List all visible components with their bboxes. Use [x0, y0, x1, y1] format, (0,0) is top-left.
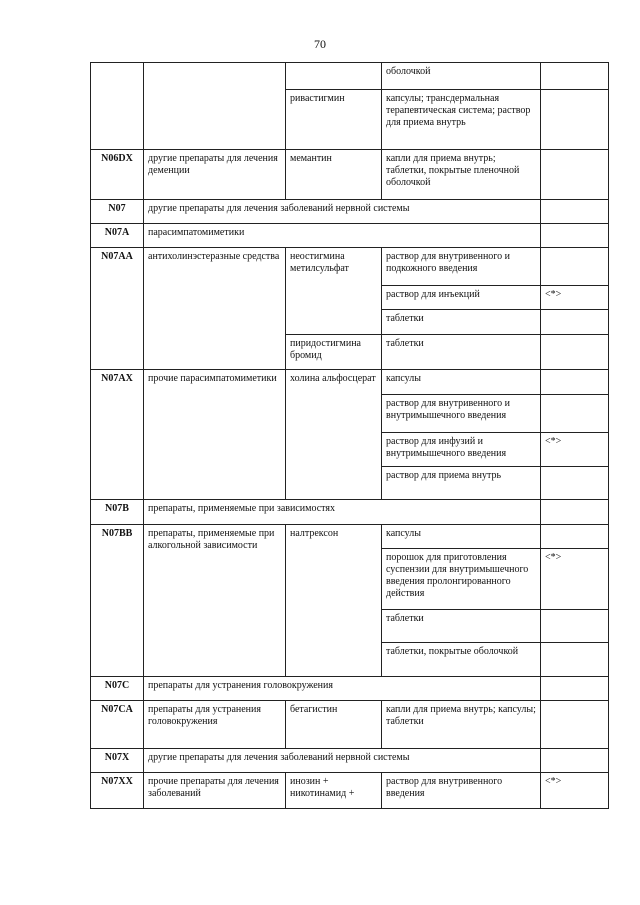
table-row — [91, 677, 609, 701]
table-row — [91, 150, 609, 200]
atc-code-cell — [91, 63, 144, 150]
form-cell: порошок для приготовления суспензии для внутримышечного введения пролонгированного действия — [382, 549, 541, 610]
atc-code-cell: N06DX — [91, 150, 144, 200]
group-cell: парасимпатомиметики — [144, 224, 541, 248]
note-cell: <*> — [541, 286, 609, 310]
table-row — [91, 773, 609, 809]
group-cell: прочие парасимпатомиметики — [144, 370, 286, 500]
atc-code-cell: N07BB — [91, 525, 144, 677]
form-cell: таблетки — [382, 310, 541, 335]
drug-cell: бетагистин — [286, 701, 382, 749]
table-row — [91, 749, 609, 773]
page-number: 70 — [314, 37, 326, 51]
group-cell: прочие препараты для лечения заболеваний — [144, 773, 286, 809]
group-cell: другие препараты для лечения заболеваний нервной системы — [144, 200, 541, 224]
group-cell: антихолинэстеразные средства — [144, 248, 286, 370]
atc-code-cell: N07X — [91, 749, 144, 773]
table-row — [91, 500, 609, 525]
atc-code-cell: N07CA — [91, 701, 144, 749]
form-cell: капли для приема внутрь; таблетки, покрытые пленочной оболочкой — [382, 150, 541, 200]
drug-table — [90, 62, 609, 809]
form-cell: таблетки — [382, 610, 541, 643]
form-cell: таблетки — [382, 335, 541, 370]
form-cell: таблетки, покрытые оболочкой — [382, 643, 541, 677]
note-cell — [541, 525, 609, 549]
table-row — [91, 701, 609, 749]
form-cell: капсулы — [382, 525, 541, 549]
form-cell: раствор для приема внутрь — [382, 467, 541, 500]
form-cell: капсулы; трансдермальная терапевтическая система; раствор для приема внутрь — [382, 90, 541, 150]
table-row — [91, 200, 609, 224]
note-cell: <*> — [541, 773, 609, 809]
note-cell — [541, 701, 609, 749]
note-cell: <*> — [541, 433, 609, 467]
group-cell: препараты для устранения головокружения — [144, 701, 286, 749]
atc-code-cell: N07AX — [91, 370, 144, 500]
group-cell: другие препараты для лечения заболеваний нервной системы — [144, 749, 541, 773]
atc-code-cell: N07 — [91, 200, 144, 224]
drug-cell: пиридостигмина бромид — [286, 335, 382, 370]
note-cell — [541, 749, 609, 773]
note-cell — [541, 310, 609, 335]
group-cell: препараты для устранения головокружения — [144, 677, 541, 701]
atc-code-cell: N07A — [91, 224, 144, 248]
group-cell: препараты, применяемые при зависимостях — [144, 500, 541, 525]
form-cell: оболочкой — [382, 63, 541, 90]
note-cell — [541, 224, 609, 248]
group-cell — [144, 63, 286, 150]
table-row — [91, 224, 609, 248]
note-cell: <*> — [541, 549, 609, 610]
table-row — [91, 370, 609, 395]
table-row — [91, 525, 609, 549]
drug-cell: инозин + никотинамид + — [286, 773, 382, 809]
atc-code-cell: N07AA — [91, 248, 144, 370]
note-cell — [541, 677, 609, 701]
drug-cell — [286, 63, 382, 90]
drug-cell: налтрексон — [286, 525, 382, 677]
note-cell — [541, 90, 609, 150]
group-cell: другие препараты для лечения деменции — [144, 150, 286, 200]
drug-cell: холина альфосцерат — [286, 370, 382, 500]
note-cell — [541, 467, 609, 500]
form-cell: раствор для внутривенного введения — [382, 773, 541, 809]
form-cell: раствор для внутривенного и подкожного введения — [382, 248, 541, 286]
note-cell — [541, 643, 609, 677]
note-cell — [541, 150, 609, 200]
group-cell: препараты, применяемые при алкогольной зависимости — [144, 525, 286, 677]
form-cell: капсулы — [382, 370, 541, 395]
atc-code-cell: N07XX — [91, 773, 144, 809]
note-cell — [541, 63, 609, 90]
note-cell — [541, 500, 609, 525]
form-cell: раствор для инъекций — [382, 286, 541, 310]
form-cell: раствор для инфузий и внутримышечного введения — [382, 433, 541, 467]
form-cell: раствор для внутривенного и внутримышечного введения — [382, 395, 541, 433]
note-cell — [541, 610, 609, 643]
note-cell — [541, 395, 609, 433]
note-cell — [541, 200, 609, 224]
table-row — [91, 63, 609, 90]
table-row — [91, 248, 609, 286]
drug-cell: мемантин — [286, 150, 382, 200]
atc-code-cell: N07C — [91, 677, 144, 701]
note-cell — [541, 335, 609, 370]
note-cell — [541, 370, 609, 395]
drug-cell: ривастигмин — [286, 90, 382, 150]
form-cell: капли для приема внутрь; капсулы; таблетки — [382, 701, 541, 749]
note-cell — [541, 248, 609, 286]
drug-cell: неостигмина метилсульфат — [286, 248, 382, 335]
atc-code-cell: N07B — [91, 500, 144, 525]
